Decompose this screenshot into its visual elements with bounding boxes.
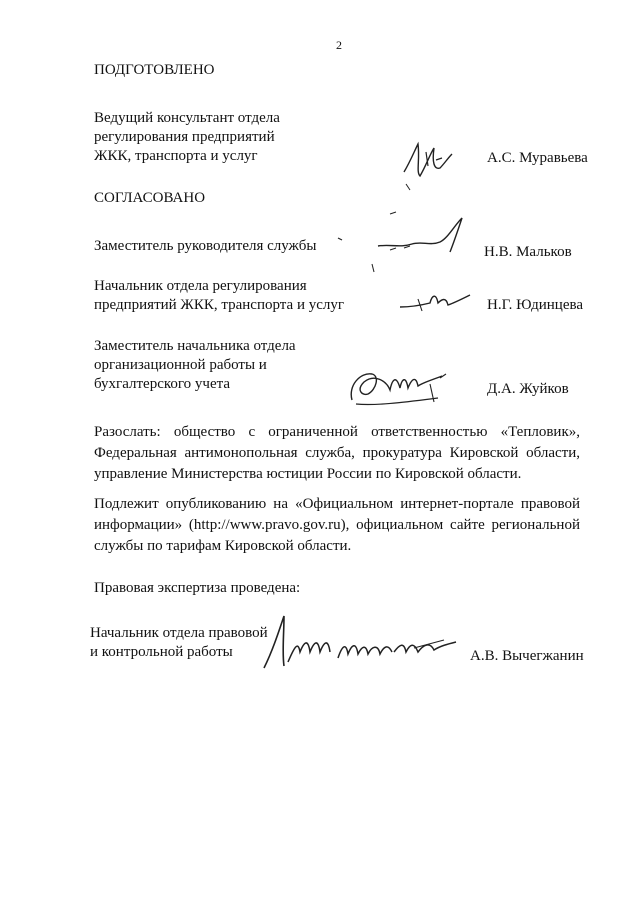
prepared-position: Ведущий консультант отдела регулирования предприятий ЖКК, транспорта и услуг — [94, 110, 280, 164]
agreed-heading: СОГЛАСОВАНО — [94, 190, 206, 206]
signature-zhuykov — [346, 360, 456, 414]
page-number: 2 — [336, 38, 342, 52]
signature-malkov — [330, 208, 480, 278]
publication-paragraph: Подлежит опубликованию на «Официальном интернет-портале правовой информации» (http://www.pravo.gov.ru), официальном сайте региональной службы по тарифам Кировской области. — [94, 496, 580, 554]
legal-review-name: А.В. Вычегжанин — [470, 648, 584, 664]
signature-yudintseva — [396, 285, 476, 319]
agreed-name-2: Н.Г. Юдинцева — [487, 297, 584, 313]
agreed-position-2: Начальник отдела регулирования предприятий ЖКК, транспорта и услуг — [94, 278, 345, 313]
prepared-heading: ПОДГОТОВЛЕНО — [94, 62, 215, 78]
agreed-position-3: Заместитель начальника отдела организационной работы и бухгалтерского учета — [94, 338, 296, 392]
agreed-name-1: Н.В. Мальков — [484, 244, 572, 260]
legal-review-position: Начальник отдела правовой и контрольной работы — [90, 625, 268, 660]
prepared-name: А.С. Муравьева — [487, 150, 588, 166]
distribution-paragraph: Разослать: общество с ограниченной ответственностью «Тепловик», Федеральная антимонопольная служба, прокуратура Кировской области, управление Министерства юстиции России по Кировской области. — [94, 424, 580, 482]
agreed-position-1: Заместитель руководителя службы — [94, 238, 317, 254]
legal-review-statement: Правовая экспертиза проведена: — [94, 580, 301, 596]
signature-muravyeva — [396, 132, 466, 194]
agreed-name-3: Д.А. Жуйков — [487, 381, 569, 397]
signature-vychegzhanin — [254, 612, 460, 674]
